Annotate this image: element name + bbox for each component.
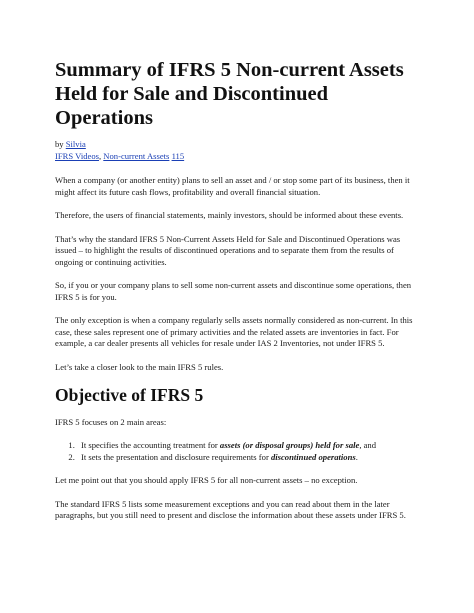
focus-areas-list	[55, 440, 414, 463]
comment-count-link[interactable]: 115	[171, 150, 185, 161]
list-item-text: It sets the presentation and disclosure requirements for	[81, 452, 271, 463]
article-meta	[55, 139, 414, 162]
byline-prefix: by	[55, 139, 66, 149]
byline	[55, 139, 414, 151]
section-heading: Objective of IFRS 5	[55, 385, 204, 406]
tag-separator: ,	[98, 150, 104, 161]
list-item-text: It specifies the accounting treatment for	[81, 440, 220, 451]
tag-link-ifrs-videos[interactable]: IFRS Videos	[55, 150, 99, 161]
author-link[interactable]: Silvia	[65, 139, 86, 149]
list-item-emphasis: assets (or disposal groups) held for sale	[219, 440, 360, 451]
list-item-emphasis: discontinued operations	[270, 452, 356, 463]
list-item	[77, 452, 414, 464]
paragraph: The only exception is when a company regularly sells assets normally considered as non-current. In this case, these sales represent one of primary activities and the related assets are inventories in fact. For example, a car dealer presents all vehicles for resale under IAS 2 Inventories, not under IFRS 5.	[55, 315, 413, 349]
tag-line	[55, 151, 414, 163]
paragraph: When a company (or another entity) plans to sell an asset and / or stop some part of its business, then it might affect its future cash flows, profitability and overall financial situation.	[55, 175, 410, 197]
paragraph: So, if you or your company plans to sell some non-current assets and discontinue some operations, then IFRS 5 is for you.	[55, 280, 412, 302]
list-item-suffix: .	[355, 452, 358, 463]
paragraph: Let me point out that you should apply IFRS 5 for all non-current assets – no exception.	[55, 475, 358, 486]
list-item-suffix: , and	[359, 440, 377, 451]
section-intro: IFRS 5 focuses on 2 main areas:	[55, 417, 167, 428]
article-title: Summary of IFRS 5 Non-current Assets Held for Sale and Discontinued Operations	[55, 59, 404, 129]
paragraph: Therefore, the users of financial statements, mainly investors, should be informed about these events.	[55, 210, 404, 221]
paragraph: Let’s take a closer look to the main IFRS 5 rules.	[55, 361, 224, 372]
list-item	[77, 440, 414, 452]
paragraph: The standard IFRS 5 lists some measurement exceptions and you can read about them in the later paragraphs, but you still need to present and disclose the information about these assets under IFRS 5.	[55, 498, 406, 521]
tag-link-non-current-assets[interactable]: Non-current Assets	[103, 150, 170, 161]
paragraph: That’s why the standard IFRS 5 Non-Current Assets Held for Sale and Discontinued Operations was issued – to highlight the results of discontinued operations and to separate them from the results of ongoing or continuing activities.	[55, 233, 401, 267]
